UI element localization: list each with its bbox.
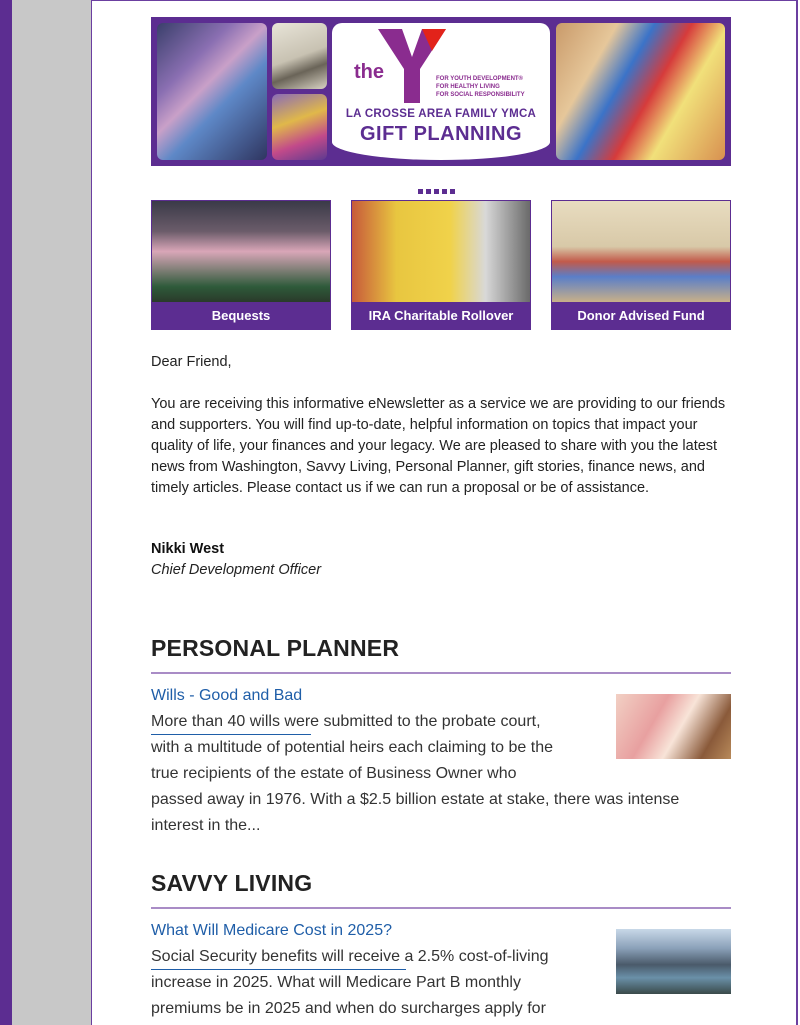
donor-advised-fund-photo [552,201,730,302]
tile-bequests[interactable] [151,200,331,330]
org-name: LA CROSSE AREA FAMILY YMCA [345,108,537,120]
signer-title: Chief Development Officer [151,562,322,578]
logo-taglines [436,75,525,99]
divider-dots [418,181,458,199]
section-divider [151,907,731,909]
banner-title: GIFT PLANNING [359,123,523,145]
section-divider [151,672,731,674]
tagline-youth: FOR YOUTH DEVELOPMENT® [436,76,523,82]
link-underline [151,734,311,735]
tile-donor-advised-fund[interactable] [551,200,731,330]
excerpt-line: passed away in 1976. With a $2.5 billion estate at stake, there was intense [151,791,680,808]
tagline-healthy: FOR HEALTHY LIVING [436,84,500,90]
email-content [91,0,798,1025]
bequests-photo [152,201,330,302]
tile-label: Bequests [211,308,271,323]
girl-photo [272,94,327,160]
tile-ira-rollover[interactable] [351,200,531,330]
medicare-thumbnail[interactable] [616,929,731,994]
tagline-social: FOR SOCIAL RESPONSIBILITY [436,92,525,98]
excerpt-line: with a multitude of potential heirs each claiming to be the [151,739,554,756]
gift-planning-banner [151,17,731,166]
kids-activity-photo [556,23,725,160]
signer-name: Nikki West [151,541,225,557]
excerpt-line: interest in the... [151,817,261,834]
section-title-personal-planner: PERSONAL PLANNER [151,635,400,661]
left-purple-border [0,0,12,1025]
article-excerpt-wills [151,709,679,839]
section-title-savvy-living: SAVVY LIVING [151,870,313,896]
dance-class-photo [272,23,327,89]
left-gray-margin [12,0,91,1025]
excerpt-line: More than 40 wills were submitted to the probate court, [151,713,541,730]
ira-rollover-photo [352,201,530,302]
tile-label: Donor Advised Fund [577,308,705,323]
excerpt-line: Social Security benefits will receive a 2.5% cost-of-living [151,948,549,965]
yoga-circle-photo [157,23,267,160]
article-link-wills[interactable]: Wills - Good and Bad [151,687,303,704]
article-link-medicare[interactable]: What Will Medicare Cost in 2025? [151,922,392,939]
intro-paragraph: You are receiving this informative eNewsletter as a service we are providing to our friends and supporters. You will find up-to-date, helpful information on topics that impact your quality of life, your finances and your legacy. We are pleased to share with you the latest news from Washington, Savvy Living, Personal Planner, gift stories, finance news, and timely articles. Please contact us if we can run a proposal or be of assistance. [151,396,726,496]
excerpt-line: premiums be in 2025 and when do surcharges apply for [151,1000,546,1017]
logo-the-text: the [354,61,384,83]
greeting: Dear Friend, [151,354,232,370]
article-excerpt-medicare [151,944,549,1022]
link-underline [151,969,406,970]
excerpt-line: increase in 2025. What will Medicare Part B monthly [151,974,521,991]
ymca-logo-card [332,23,550,160]
excerpt-line: true recipients of the estate of Business Owner who [151,765,517,782]
tile-label: IRA Charitable Rollover [368,308,514,323]
